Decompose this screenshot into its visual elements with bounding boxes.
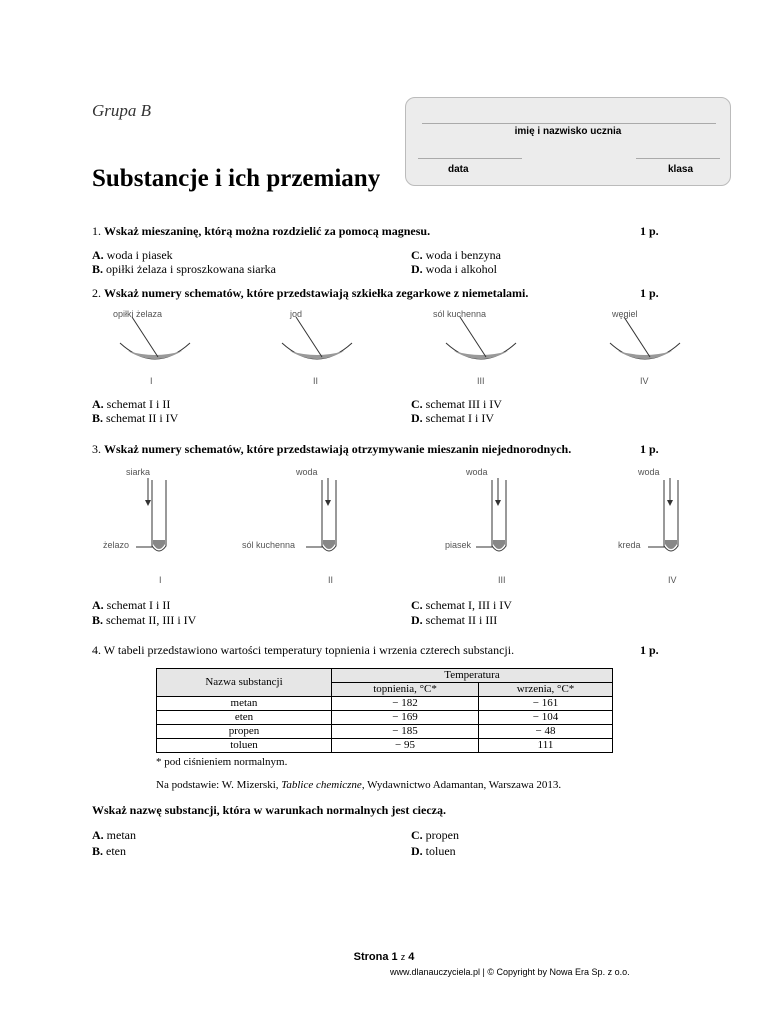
q3-answer-d[interactable]: D. schemat II i III xyxy=(411,613,498,627)
question-4 xyxy=(92,643,637,658)
question-3-points: 1 p. xyxy=(640,442,659,456)
spatula xyxy=(624,317,650,357)
tube-top-label: woda xyxy=(466,467,488,477)
test-tube-1 xyxy=(136,478,166,551)
date-line xyxy=(418,158,522,159)
scheme-label: węgiel xyxy=(612,309,638,319)
question-text: W tabeli przedstawiono wartości temperatury topnienia i wrzenia czterech substancji. xyxy=(103,643,515,657)
scheme-numeral: IV xyxy=(668,575,677,585)
question-2-points: 1 p. xyxy=(640,286,659,300)
question-text: Wskaż mieszaninę, którą można rozdzielić za pomocą magnesu. xyxy=(104,224,431,238)
table-row: eten − 169 − 104 xyxy=(157,711,613,725)
spatula xyxy=(296,317,322,357)
page-number: Strona 1 z 4 xyxy=(353,951,415,963)
date-label: data xyxy=(448,164,469,175)
scheme-numeral: III xyxy=(498,575,506,585)
tube-contents xyxy=(153,540,165,549)
tube-bottom-label: piasek xyxy=(445,540,472,550)
tube-contents xyxy=(665,540,677,549)
name-label: imię i nazwisko ucznia xyxy=(514,126,622,137)
test-tube-diagram xyxy=(100,468,680,563)
scheme-numeral: I xyxy=(159,575,162,585)
question-number: 2. xyxy=(92,286,101,300)
watch-glass-substance xyxy=(290,351,344,359)
table-source: Na podstawie: W. Mizerski, Tablice chemiczne, Wydawnictwo Adamantan, Warszawa 2013. xyxy=(156,779,562,791)
temperature-table xyxy=(156,668,613,753)
q2-answer-c[interactable]: C. schemat III i IV xyxy=(411,397,502,411)
table-row: metan − 182 − 161 xyxy=(157,697,613,711)
watch-glass-2 xyxy=(282,317,352,359)
tube-bottom-label: kreda xyxy=(618,540,641,550)
q1-answer-c[interactable]: C. woda i benzyna xyxy=(411,248,501,262)
scheme-numeral: I xyxy=(150,376,153,386)
class-line xyxy=(636,158,720,159)
scheme-label: jod xyxy=(290,309,303,319)
tube-bottom-label: sól kuchenna xyxy=(242,540,296,550)
copyright-line: www.dlanauczyciela.pl | © Copyright by Nowa Era Sp. z o.o. xyxy=(390,967,630,977)
q4-answer-b[interactable]: B. eten xyxy=(92,844,127,858)
scheme-label: opiłki żelaza xyxy=(113,309,163,319)
tube-top-label: woda xyxy=(296,467,318,477)
question-number: 3. xyxy=(92,442,101,456)
spatula xyxy=(460,317,486,357)
watch-glass-diagram xyxy=(110,305,688,390)
question-text: Wskaż numery schematów, które przedstawiają otrzymywanie mieszanin niejednorodnych. xyxy=(104,442,572,456)
watch-glass-4 xyxy=(610,317,680,359)
question-2 xyxy=(92,286,637,301)
student-info-box xyxy=(405,97,731,186)
q4-answer-d[interactable]: D. toluen xyxy=(411,844,456,858)
watch-glass-1 xyxy=(120,317,190,359)
q4-answer-a[interactable]: A. metan xyxy=(92,828,136,842)
table-header-temperature: Temperatura xyxy=(332,669,613,683)
q3-answer-a[interactable]: A. schemat I i II xyxy=(92,598,171,612)
question-3 xyxy=(92,442,637,457)
watch-glass-3 xyxy=(446,317,516,359)
q1-answer-b[interactable]: B. opiłki żelaza i sproszkowana siarka xyxy=(92,262,276,276)
q2-answer-b[interactable]: B. schemat II i IV xyxy=(92,411,179,425)
scheme-numeral: II xyxy=(328,575,334,585)
question-1 xyxy=(92,224,612,239)
test-tube-4 xyxy=(648,478,678,551)
arrow-head xyxy=(495,500,501,506)
q1-answer-d[interactable]: D. woda i alkohol xyxy=(411,262,497,276)
tube-bottom-label: żelazo xyxy=(103,540,130,550)
question-4-points: 1 p. xyxy=(640,643,659,657)
table-header-melting: topnienia, °C* xyxy=(332,683,479,697)
tube-top-label: siarka xyxy=(126,467,151,477)
tube-top-label: woda xyxy=(638,467,660,477)
question-number: 1. xyxy=(92,224,101,238)
question-4-prompt: Wskaż nazwę substancji, która w warunkach normalnych jest cieczą. xyxy=(92,803,446,817)
tube-contents xyxy=(323,540,335,549)
arrow-head xyxy=(325,500,331,506)
table-header-boiling: wrzenia, °C* xyxy=(479,683,613,697)
scheme-numeral: III xyxy=(477,376,485,386)
q2-answer-d[interactable]: D. schemat I i IV xyxy=(411,411,494,425)
scheme-numeral: II xyxy=(313,376,319,386)
test-tube-3 xyxy=(476,478,506,551)
site-link[interactable]: www.dlanauczyciela.pl xyxy=(390,967,481,977)
q3-answer-b[interactable]: B. schemat II, III i IV xyxy=(92,613,197,627)
tube-contents xyxy=(493,540,505,549)
q2-answer-a[interactable]: A. schemat I i II xyxy=(92,397,171,411)
table-row: propen − 185 − 48 xyxy=(157,725,613,739)
q4-answer-c[interactable]: C. propen xyxy=(411,828,459,842)
table-footnote: * pod ciśnieniem normalnym. xyxy=(156,756,288,768)
table-row: toluen − 95 111 xyxy=(157,739,613,753)
table-header-name: Nazwa substancji xyxy=(157,669,332,697)
class-label: klasa xyxy=(668,164,694,175)
watch-glass-substance xyxy=(454,351,508,359)
page-title: Substancje i ich przemiany xyxy=(92,165,381,192)
spatula xyxy=(132,317,158,357)
test-tube-2 xyxy=(306,478,336,551)
arrow-head xyxy=(145,500,151,506)
arrow-head xyxy=(667,500,673,506)
scheme-label: sól kuchenna xyxy=(433,309,487,319)
question-1-points: 1 p. xyxy=(640,224,659,238)
group-label: Grupa B xyxy=(92,101,152,120)
watch-glass-substance xyxy=(618,351,672,359)
name-line xyxy=(422,123,716,124)
question-number: 4. xyxy=(92,643,101,657)
q1-answer-a[interactable]: A. woda i piasek xyxy=(92,248,173,262)
scheme-numeral: IV xyxy=(640,376,649,386)
question-text: Wskaż numery schematów, które przedstawiają szkiełka zegarkowe z niemetalami. xyxy=(104,286,529,300)
q3-answer-c[interactable]: C. schemat I, III i IV xyxy=(411,598,512,612)
